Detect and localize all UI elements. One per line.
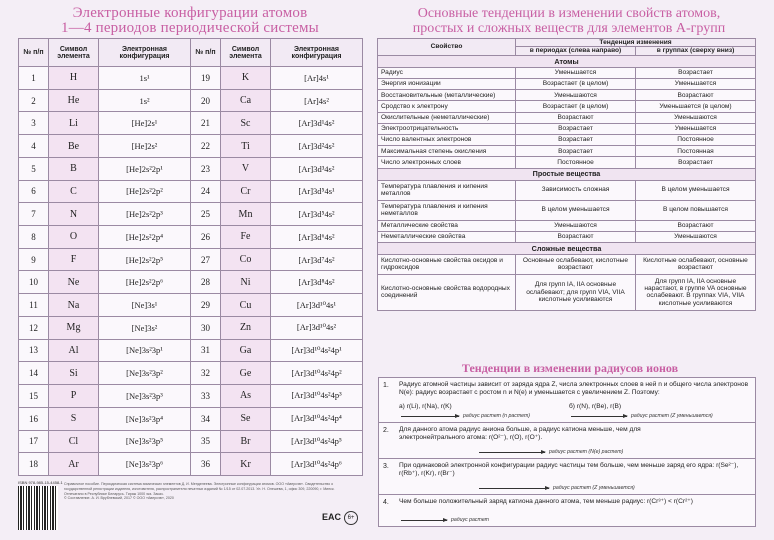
element-configuration: [Ne]3s²3p³: [99, 385, 191, 408]
left-title: [30, 6, 350, 36]
element-configuration: [Ne]3s¹: [99, 294, 191, 317]
element-symbol: Kr: [221, 453, 271, 476]
arrow-right-icon: [401, 520, 447, 521]
arrow-right-icon: [571, 416, 627, 417]
element-symbol: Li: [49, 112, 99, 135]
right-title-line1: Основные тенденции в изменении свойств атомов,: [417, 6, 721, 21]
element-symbol: Si: [49, 362, 99, 385]
header-property: Свойство: [378, 39, 516, 56]
element-configuration: [Ar]3d¹⁰4s¹: [271, 294, 363, 317]
element-symbol: Br: [221, 430, 271, 453]
element-number: 11: [19, 294, 49, 317]
period-trend-cell: В целом уменьшается: [516, 200, 636, 220]
table-row: [378, 274, 756, 310]
element-symbol: Ge: [221, 362, 271, 385]
element-number: 9: [19, 248, 49, 271]
period-trend-cell: Уменьшаются: [516, 220, 636, 231]
table-row: [378, 254, 756, 274]
element-symbol: K: [221, 67, 271, 90]
element-configuration: [He]2s²2p⁵: [99, 248, 191, 271]
table-row: [19, 248, 363, 271]
element-symbol: Co: [221, 248, 271, 271]
element-symbol: Ar: [49, 453, 99, 476]
header-cfg-b: Электронная конфигурация: [271, 39, 363, 67]
element-configuration: [Ar]4s¹: [271, 67, 363, 90]
table-row: [19, 362, 363, 385]
element-configuration: [Ar]3d¹⁰4s²4p⁶: [271, 453, 363, 476]
section-title: Сложные вещества: [378, 242, 756, 254]
element-symbol: Fe: [221, 226, 271, 249]
radii-item: [379, 495, 755, 527]
table-row: [378, 123, 756, 134]
element-configuration: [Ar]3d⁵4s²: [271, 203, 363, 226]
electron-config-table: [18, 38, 363, 476]
element-configuration: [Ne]3s²3p⁵: [99, 430, 191, 453]
property-cell: Число валентных электронов: [378, 134, 516, 145]
radii-item-text: При одинаковой электронной конфигурации радиус частицы тем больше, чем меньше заряд его ядра: r(Se²⁻), r(Rb⁺), r(Kr), r(Br⁻): [399, 462, 739, 477]
table-row: [19, 430, 363, 453]
arrow-label: радиус растет (Z уменьшается): [631, 413, 713, 419]
element-number: 16: [19, 407, 49, 430]
table-row: [378, 112, 756, 123]
section-row: [378, 168, 756, 180]
element-configuration: [Ar]3d²4s²: [271, 135, 363, 158]
period-trend-cell: Уменьшаются: [516, 90, 636, 101]
element-configuration: [Ne]3s²3p⁴: [99, 407, 191, 430]
element-number: 6: [19, 180, 49, 203]
element-configuration: [Ar]3d¹⁰4s²4p²: [271, 362, 363, 385]
radii-item: [379, 459, 755, 495]
element-symbol: F: [49, 248, 99, 271]
period-trend-cell: Возрастает: [516, 123, 636, 134]
radii-item-number: 1.: [383, 382, 389, 389]
element-configuration: [Ne]3s²3p⁶: [99, 453, 191, 476]
radii-item-number: 2.: [383, 427, 389, 434]
table-row: [19, 67, 363, 90]
table-row: [378, 90, 756, 101]
element-number: 13: [19, 339, 49, 362]
element-configuration: [He]2s²2p⁶: [99, 271, 191, 294]
table-row: [19, 135, 363, 158]
arrow-right-icon: [479, 452, 545, 453]
property-cell: Энергия ионизации: [378, 79, 516, 90]
element-symbol: S: [49, 407, 99, 430]
element-configuration: [Ar]3d¹⁰4s²4p¹: [271, 339, 363, 362]
element-number: 30: [191, 316, 221, 339]
element-configuration: [Ar]4s²: [271, 89, 363, 112]
property-cell: Температура плавления и кипения неметаллов: [378, 200, 516, 220]
element-configuration: [He]2s²2p¹: [99, 157, 191, 180]
element-configuration: [Ar]3d¹⁰4s²4p⁴: [271, 407, 363, 430]
element-symbol: Mg: [49, 316, 99, 339]
period-trend-cell: Зависимость сложная: [516, 180, 636, 200]
element-number: 31: [191, 339, 221, 362]
element-symbol: Ni: [221, 271, 271, 294]
table-row: [378, 101, 756, 112]
radii-title: Тенденции в изменении радиусов ионов: [461, 361, 679, 375]
element-symbol: Ne: [49, 271, 99, 294]
group-trend-cell: Кислотные ослабевают, основные возрастают: [636, 254, 756, 274]
element-number: 33: [191, 385, 221, 408]
table-row: [19, 89, 363, 112]
left-title-line2: 1—4 периодов периодической системы: [61, 20, 319, 36]
element-configuration: [He]2s²: [99, 135, 191, 158]
element-number: 36: [191, 453, 221, 476]
group-trend-cell: Постоянная: [636, 146, 756, 157]
radii-example-a: а) r(Li), r(Na), r(K): [399, 403, 452, 410]
section-row: [378, 242, 756, 254]
right-title: [392, 6, 746, 36]
radii-item-number: 3.: [383, 463, 389, 470]
header-period: в периодах (слева направо): [516, 47, 636, 55]
element-symbol: As: [221, 385, 271, 408]
arrow-label: радиус растет (Z уменьшается): [553, 485, 635, 491]
element-number: 23: [191, 157, 221, 180]
element-number: 24: [191, 180, 221, 203]
group-trend-cell: Уменьшается (в целом): [636, 101, 756, 112]
element-number: 12: [19, 316, 49, 339]
table-row: [378, 79, 756, 90]
element-configuration: 1s²: [99, 89, 191, 112]
barcode: [18, 486, 58, 530]
table-row: [19, 157, 363, 180]
table-row: [19, 112, 363, 135]
group-trend-cell: Уменьшаются: [636, 231, 756, 242]
group-trend-cell: Для групп IA, IIA основные нарастают, в группе VA основные ослабевают. В группах VIA, VIIA кислотные усиливаются: [636, 274, 756, 310]
property-cell: Максимальная степень окисления: [378, 146, 516, 157]
table-row: [19, 407, 363, 430]
radii-item-text: Для данного атома радиус аниона больше, а радиус катиона меньше, чем для электронейтрального атома: r(O²⁻), r(O), r(O⁺).: [399, 426, 641, 441]
table-row: [19, 339, 363, 362]
element-number: 21: [191, 112, 221, 135]
section-row: [378, 55, 756, 67]
group-trend-cell: В целом уменьшается: [636, 180, 756, 200]
property-cell: Кислотно-основные свойства водородных соединений: [378, 274, 516, 310]
element-number: 22: [191, 135, 221, 158]
element-number: 20: [191, 89, 221, 112]
table-row: [19, 180, 363, 203]
element-configuration: [Ar]3d⁷4s²: [271, 248, 363, 271]
element-configuration: [He]2s²2p⁴: [99, 226, 191, 249]
element-number: 8: [19, 226, 49, 249]
header-trend: Тенденция изменения: [516, 39, 756, 47]
element-symbol: Mn: [221, 203, 271, 226]
imprint-text: Справочное пособие. Периодическая система химических элементов Д. И. Менделеева. Электронные конфигурации атомов. ООО «Аверсэв». Свидетельство о государственной регистрации издателя, изготовителя, распространителя печатных изданий № 1/15 от 02.07.2013. Ул. Н. Олешева, 1, офис 309, 220090, г. Минск. Отпечатано в Республике Беларусь. Тираж 1000 экз. Заказ.: [64, 482, 335, 496]
element-symbol: Se: [221, 407, 271, 430]
radii-item-text: Чем больше положительный заряд катиона данного атома, тем меньше радиус: r(Cr³⁺) < r(Cr²⁺): [399, 498, 693, 505]
table-row: [19, 294, 363, 317]
arrow-right-icon: [401, 416, 459, 417]
element-symbol: Cr: [221, 180, 271, 203]
element-symbol: Be: [49, 135, 99, 158]
element-number: 17: [19, 430, 49, 453]
radii-example-b: б) r(N), r(Be), r(B): [569, 403, 622, 410]
right-title-line2: простых и сложных веществ для элементов А-групп: [412, 21, 726, 36]
element-symbol: He: [49, 89, 99, 112]
property-cell: Температура плавления и кипения металлов: [378, 180, 516, 200]
element-configuration: [Ar]3d⁵4s¹: [271, 180, 363, 203]
element-number: 14: [19, 362, 49, 385]
group-trend-cell: Возрастает: [636, 157, 756, 168]
element-number: 1: [19, 67, 49, 90]
group-trend-cell: Возрастают: [636, 220, 756, 231]
element-configuration: [He]2s²2p²: [99, 180, 191, 203]
group-trend-cell: Возрастают: [636, 90, 756, 101]
table-row: [19, 453, 363, 476]
period-trend-cell: Возрастает (в целом): [516, 101, 636, 112]
element-number: 3: [19, 112, 49, 135]
element-number: 29: [191, 294, 221, 317]
element-configuration: [Ne]3s²3p²: [99, 362, 191, 385]
element-configuration: [Ar]3d³4s²: [271, 157, 363, 180]
element-symbol: O: [49, 226, 99, 249]
arrow-label: радиус растет (N(e) растет): [549, 449, 624, 455]
element-symbol: Ca: [221, 89, 271, 112]
property-cell: Кислотно-основные свойства оксидов и гидроксидов: [378, 254, 516, 274]
group-trend-cell: Возрастает: [636, 67, 756, 78]
property-cell: Окислительные (неметаллические): [378, 112, 516, 123]
property-cell: Металлические свойства: [378, 220, 516, 231]
element-number: 2: [19, 89, 49, 112]
element-configuration: [Ar]3d¹⁰4s²: [271, 316, 363, 339]
element-configuration: [Ar]3d¹4s²: [271, 112, 363, 135]
table-row: [19, 316, 363, 339]
element-symbol: P: [49, 385, 99, 408]
property-cell: Неметаллические свойства: [378, 231, 516, 242]
element-number: 7: [19, 203, 49, 226]
element-symbol: B: [49, 157, 99, 180]
element-number: 27: [191, 248, 221, 271]
table-row: [19, 203, 363, 226]
property-cell: Радиус: [378, 67, 516, 78]
isbn: ISBN 978-985-15-4458-1: [18, 480, 63, 485]
period-trend-cell: Уменьшается: [516, 67, 636, 78]
table-row: [19, 226, 363, 249]
arrow-right-icon: [479, 488, 549, 489]
group-trend-cell: Постоянное: [636, 134, 756, 145]
element-number: 25: [191, 203, 221, 226]
header-group: в группах (сверху вниз): [636, 47, 756, 55]
radii-box: [378, 377, 756, 527]
element-configuration: [Ar]3d⁸4s²: [271, 271, 363, 294]
header-num-b: № п/п: [191, 39, 221, 67]
group-trend-cell: Уменьшается: [636, 123, 756, 134]
group-trend-cell: Уменьшаются: [636, 112, 756, 123]
arrow-label: радиус растет (n растет): [463, 413, 531, 419]
table-row: [378, 200, 756, 220]
table-row: [19, 385, 363, 408]
radii-item-number: 4.: [383, 499, 389, 506]
element-configuration: [Ne]3s²3p¹: [99, 339, 191, 362]
element-configuration: [Ar]3d¹⁰4s²4p³: [271, 385, 363, 408]
period-trend-cell: Для групп IA, IIA основные ослабевают; для групп VIA, VIIA кислотные усиливаются: [516, 274, 636, 310]
element-symbol: Na: [49, 294, 99, 317]
table-row: [378, 157, 756, 168]
element-symbol: N: [49, 203, 99, 226]
element-configuration: 1s¹: [99, 67, 191, 90]
age-rating: 6+: [344, 511, 358, 525]
header-sym-b: Символ элемента: [221, 39, 271, 67]
property-cell: Восстановительные (металлические): [378, 90, 516, 101]
period-trend-cell: Основные ослабевают, кислотные возрастают: [516, 254, 636, 274]
left-title-line1: Электронные конфигурации атомов: [72, 5, 308, 21]
element-configuration: [Ar]3d¹⁰4s²4p⁵: [271, 430, 363, 453]
element-configuration: [He]2s¹: [99, 112, 191, 135]
element-symbol: Al: [49, 339, 99, 362]
table-row: [378, 134, 756, 145]
element-number: 5: [19, 157, 49, 180]
property-cell: Число электронных слоев: [378, 157, 516, 168]
element-configuration: [Ar]3d⁶4s²: [271, 226, 363, 249]
table-row: [378, 231, 756, 242]
header-sym-a: Символ элемента: [49, 39, 99, 67]
element-number: 10: [19, 271, 49, 294]
element-number: 34: [191, 407, 221, 430]
header-num-a: № п/п: [19, 39, 49, 67]
element-number: 26: [191, 226, 221, 249]
element-symbol: Cl: [49, 430, 99, 453]
table-row: [378, 67, 756, 78]
element-number: 18: [19, 453, 49, 476]
header-cfg-a: Электронная конфигурация: [99, 39, 191, 67]
group-trend-cell: Уменьшается: [636, 79, 756, 90]
period-trend-cell: Возрастает: [516, 134, 636, 145]
element-configuration: [Ne]3s²: [99, 316, 191, 339]
element-number: 28: [191, 271, 221, 294]
element-number: 19: [191, 67, 221, 90]
period-trend-cell: Возрастает (в целом): [516, 79, 636, 90]
radii-item: [379, 378, 755, 423]
element-symbol: Ga: [221, 339, 271, 362]
section-title: Простые вещества: [378, 168, 756, 180]
period-trend-cell: Возрастают: [516, 231, 636, 242]
element-number: 35: [191, 430, 221, 453]
table-row: [378, 180, 756, 200]
property-cell: Сродство к электрону: [378, 101, 516, 112]
arrow-label: радиус растет: [451, 517, 489, 523]
copyright: © Составление. А. И. Врублевский, 2017 © ООО «Аверсэв», 2020: [64, 496, 174, 501]
period-trend-cell: Возрастают: [516, 112, 636, 123]
element-symbol: H: [49, 67, 99, 90]
element-symbol: Sc: [221, 112, 271, 135]
element-symbol: V: [221, 157, 271, 180]
trends-table: [377, 38, 756, 311]
element-number: 4: [19, 135, 49, 158]
element-number: 15: [19, 385, 49, 408]
table-row: [378, 146, 756, 157]
eac-mark: EAC: [322, 512, 342, 522]
element-symbol: Zn: [221, 316, 271, 339]
radii-item-text: Радиус атомной частицы зависит от заряда ядра Z, числа электронных слоев в ней n и общего числа электронов N(e): радиус возрастает с ростом n и N(e) и уменьшается с увеличением Z. Поэтому:: [399, 381, 749, 396]
element-symbol: Cu: [221, 294, 271, 317]
period-trend-cell: Постоянное: [516, 157, 636, 168]
property-cell: Электроотрицательность: [378, 123, 516, 134]
element-symbol: C: [49, 180, 99, 203]
group-trend-cell: В целом повышается: [636, 200, 756, 220]
imprint: [64, 482, 354, 501]
element-number: 32: [191, 362, 221, 385]
element-configuration: [He]2s²2p³: [99, 203, 191, 226]
period-trend-cell: Возрастает: [516, 146, 636, 157]
section-title: Атомы: [378, 55, 756, 67]
radii-item: [379, 423, 755, 459]
table-row: [19, 271, 363, 294]
element-symbol: Ti: [221, 135, 271, 158]
table-row: [378, 220, 756, 231]
